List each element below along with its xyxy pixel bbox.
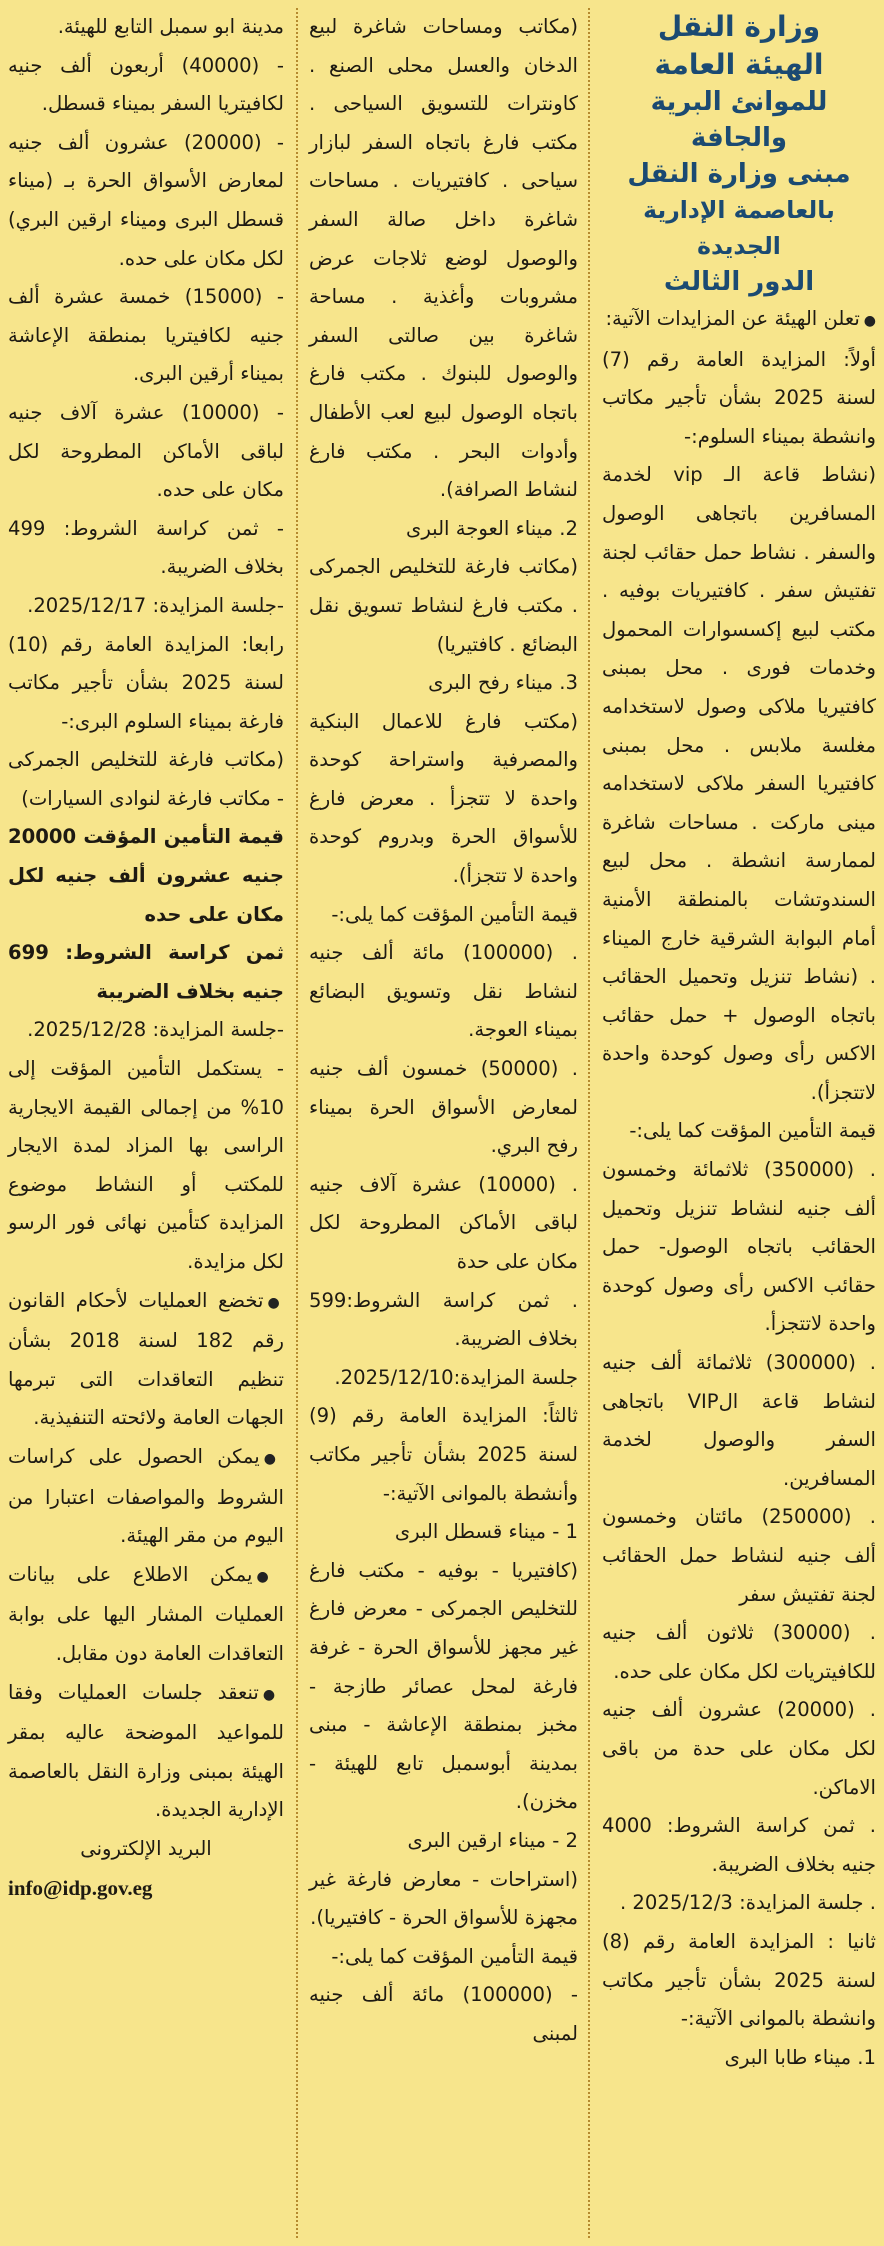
session-date: جلسة المزايدة:2025/12/10. xyxy=(334,1365,578,1389)
announcement-intro: ● تعلن الهيئة عن المزايدات الآتية: xyxy=(602,300,876,341)
deposit-item: مدينة ابو سمبل التابع للهيئة. xyxy=(57,15,284,38)
sessions-note: ● تنعقد جلسات العمليات وفقا للمواعيد الموضحة عاليه بمقر الهيئة بمبنى وزارة النقل بالعاصمة الإدارية الجديدة. xyxy=(8,1674,284,1830)
deposit-item: - (100000) مائة ألف جنيه لمبنى xyxy=(309,1983,578,2045)
auction-10-heading: رابعا: المزايدة العامة رقم (10) لسنة 2025 بشأن تأجير مكاتب فارغة بميناء السلوم البرى:- xyxy=(8,632,284,733)
column-divider xyxy=(296,8,298,2238)
booklet-price: ثمن كراسة الشروط: 699 جنيه بخلاف الضريبة xyxy=(8,941,284,1003)
rafah-activities: (مكتب فارغ للاعمال البنكية والمصرفية واستراحة كوحدة واحدة لا تتجزأ . معرض فارغ للأسواق الحرة وبدروم كوحدة واحدة لا تتجزأ). xyxy=(309,709,578,888)
title-ministry: وزارة النقل xyxy=(657,10,821,43)
final-deposit-note: - يستكمل التأمين المؤقت إلى 10% من إجمالى القيمة الايجارية الراسى بها المزاد لمدة الايجار للمكتب أو النشاط موضوع المزايدة كتأمين نهائى فور الرسو لكل مزايدة. xyxy=(8,1057,284,1273)
column-3 xyxy=(0,8,292,2240)
port-taba: 1. ميناء طابا البرى xyxy=(724,2045,876,2069)
email-label: البريد الإلكترونى xyxy=(80,1836,212,1860)
port-qustul: 1 - ميناء قسطل البرى xyxy=(394,1520,578,1544)
deposit-heading: قيمة التأمين المؤقت كما يلى:- xyxy=(331,1944,578,1968)
booklet-price: - ثمن كراسة الشروط: 499 بخلاف الضريبة. xyxy=(8,516,284,579)
port-argeen: 2 - ميناء ارقين البرى xyxy=(407,1828,578,1852)
deposit-item: . (250000) مائتان وخمسون ألف جنيه لنشاط حمل الحقائب لجنة تفتيش سفر xyxy=(602,1505,876,1606)
booklet-price: . ثمن كراسة الشروط:599 بخلاف الضريبة. xyxy=(309,1288,578,1351)
session-date: . جلسة المزايدة: 2025/12/3 . xyxy=(619,1891,876,1915)
column-1 xyxy=(594,8,884,2240)
deposit-heading: قيمة التأمين المؤقت كما يلى:- xyxy=(331,902,578,926)
auction-7-heading: أولاً: المزايدة العامة رقم (7) لسنة 2025 بشأن تأجير مكاتب وانشطة بميناء السلوم:- xyxy=(602,347,876,448)
title-floor: الدور الثالث xyxy=(663,267,815,297)
deposit-item: . (10000) عشرة آلاف جنيه لباقى الأماكن المطروحة لكل مكان على حدة xyxy=(309,1172,578,1273)
booklet-note: ● يمكن الحصول على كراسات الشروط والمواصفات اعتبارا من اليوم من مقر الهيئة. xyxy=(8,1438,284,1556)
auction-9-heading: ثالثاً: المزايدة العامة رقم (9) لسنة 2025 بشأن تأجير مكاتب وأنشطة بالموانى الآتية:- xyxy=(309,1404,578,1505)
session-date: -جلسة المزايدة: 2025/12/28. xyxy=(27,1018,284,1042)
deposit-item: - (10000) عشرة آلاف جنيه لباقى الأماكن المطروحة لكل مكان على حده. xyxy=(8,400,284,502)
booklet-price: . ثمن كراسة الشروط: 4000 جنيه بخلاف الضريبة. xyxy=(602,1814,876,1876)
deposit-value: قيمة التأمين المؤقت 20000 جنيه عشرون ألف جنيه لكل مكان على حده xyxy=(8,825,284,926)
deposit-item: - (15000) خمسة عشرة ألف جنيه لكافيتريا بمنطقة الإعاشة بميناء أرقين البرى. xyxy=(8,285,284,386)
auction-8-heading: ثانيا : المزايدة العامة رقم (8) لسنة 2025 بشأن تأجير مكاتب وانشطة بالموانى الآتية:- xyxy=(602,1929,876,2031)
deposit-item: . (20000) عشرون ألف جنيه لكل مكان على حدة من باقى الاماكن. xyxy=(602,1698,876,1799)
title-capital: بالعاصمة الإدارية الجديدة xyxy=(643,196,835,260)
title-building: مبنى وزارة النقل xyxy=(627,159,851,189)
session-date: -جلسة المزايدة: 2025/12/17. xyxy=(27,593,284,617)
taba-activities: (مكاتب ومساحات شاغرة لبيع الدخان والعسل محلى الصنع . كاونترات للتسويق السياحى . مكتب فارغ باتجاه السفر لبازار سياحى . كافتيريات . مساحات شاغرة داخل صالة السفر والوصول لوضع ثلاجات عرض مشروبات وأغذية . مساحة شاغرة بين صالتى السفر والوصول للبنوك . مكتب فارغ باتجاه الوصول لبيع لعب الأطفال وأدوات البحر . مكتب فارغ لنشاط الصرافة). xyxy=(309,15,578,502)
email-address[interactable]: info@idp.gov.eg xyxy=(8,1875,153,1900)
deposit-item: - (20000) عشرون ألف جنيه لمعارض الأسواق الحرة بـ (ميناء قسطل البرى وميناء ارقين البري) لكل مكان على حده. xyxy=(8,130,284,270)
deposit-item: . (30000) ثلاثون ألف جنيه للكافيتريات لكل مكان على حده. xyxy=(602,1621,876,1683)
law-note: ● تخضع العمليات لأحكام القانون رقم 182 لسنة 2018 بشأن تنظيم التعاقدات التى تبرمها الجهات العامة ولائحته التنفيذية. xyxy=(8,1282,284,1438)
port-rafah: 3. ميناء رفح البرى xyxy=(428,671,578,695)
column-divider xyxy=(588,8,590,2238)
deposit-item: . (50000) خمسون ألف جنيه لمعارض الأسواق الحرة بميناء رفح البري. xyxy=(309,1057,578,1158)
portal-note: ● يمكن الاطلاع على بيانات العمليات المشار اليها على بوابة التعاقدات العامة دون مقابل. xyxy=(8,1556,284,1674)
auction-10-activities: (مكاتب فارغة للتخليص الجمركى - مكاتب فارغة لنوادى السيارات) xyxy=(8,748,284,810)
deposit-item: . (300000) ثلاثمائة ألف جنيه لنشاط قاعة الVIP باتجاهى السفر والوصول لخدمة المسافرين. xyxy=(602,1351,877,1490)
column-2 xyxy=(301,8,586,2240)
argeen-activities: (استراحات - معارض فارغة غير مجهزة للأسواق الحرة - كافتيريا). xyxy=(309,1867,578,1930)
deposit-item: . (350000) ثلاثمائة وخمسون ألف جنيه لنشاط تنزيل وتحميل الحقائب باتجاه الوصول- حمل حقائب الاكس رأى وصول كوحدة واحدة لاتتجزأ. xyxy=(602,1158,876,1336)
deposit-item: - (40000) أربعون ألف جنيه لكافيتريا السفر بميناء قسطل. xyxy=(8,53,284,116)
deposit-item: . (100000) مائة ألف جنيه لنشاط نقل وتسويق البضائع بميناء العوجة. xyxy=(309,941,578,1042)
port-awja: 2. ميناء العوجة البرى xyxy=(406,516,578,540)
qustul-activities: (كافتيريا - بوفيه - مكتب فارغ للتخليص الجمركى - معرض فارغ غير مجهز للأسواق الحرة - غرفة فارغة لمحل عصائر طازجة - مخبز بمنطقة الإعاشة - مبنى بمدينة أبوسمبل تابع للهيئة - مخزن). xyxy=(309,1558,578,1814)
deposit-heading: قيمة التأمين المؤقت كما يلى:- xyxy=(629,1119,876,1143)
title-authority: الهيئة العامة xyxy=(654,48,824,81)
awja-activities: (مكاتب فارغة للتخليص الجمركى . مكتب فارغ لنشاط تسويق نقل البضائع . كافتيريا) xyxy=(309,555,578,656)
auction-7-activities: (نشاط قاعة الـ vip لخدمة المسافرين باتجاهى الوصول والسفر . نشاط حمل حقائب لجنة تفتيش سفر . كافتيريات بوفيه . مكتب لبيع إكسسوارات المحمول وخدمات فورى . محل بمبنى كافتيريا ملاكى وصول لاستخدامه مغلسة ملابس . محل بمبنى كافتيريا السفر ملاكى لاستخدامه مينى ماركت . مساحات شاغرة لممارسة انشطة . محل لبيع السندوتشات بالمنطقة الأمنية أمام البوابة الشرقية خارج الميناء . (نشاط تنزيل وتحميل الحقائب باتجاه الوصول + حمل حقائب الاكس رأى وصول كوحدة واحدة لاتتجزأ). xyxy=(602,463,876,1104)
title-ports: للموانئ البرية والجافة xyxy=(650,87,828,153)
